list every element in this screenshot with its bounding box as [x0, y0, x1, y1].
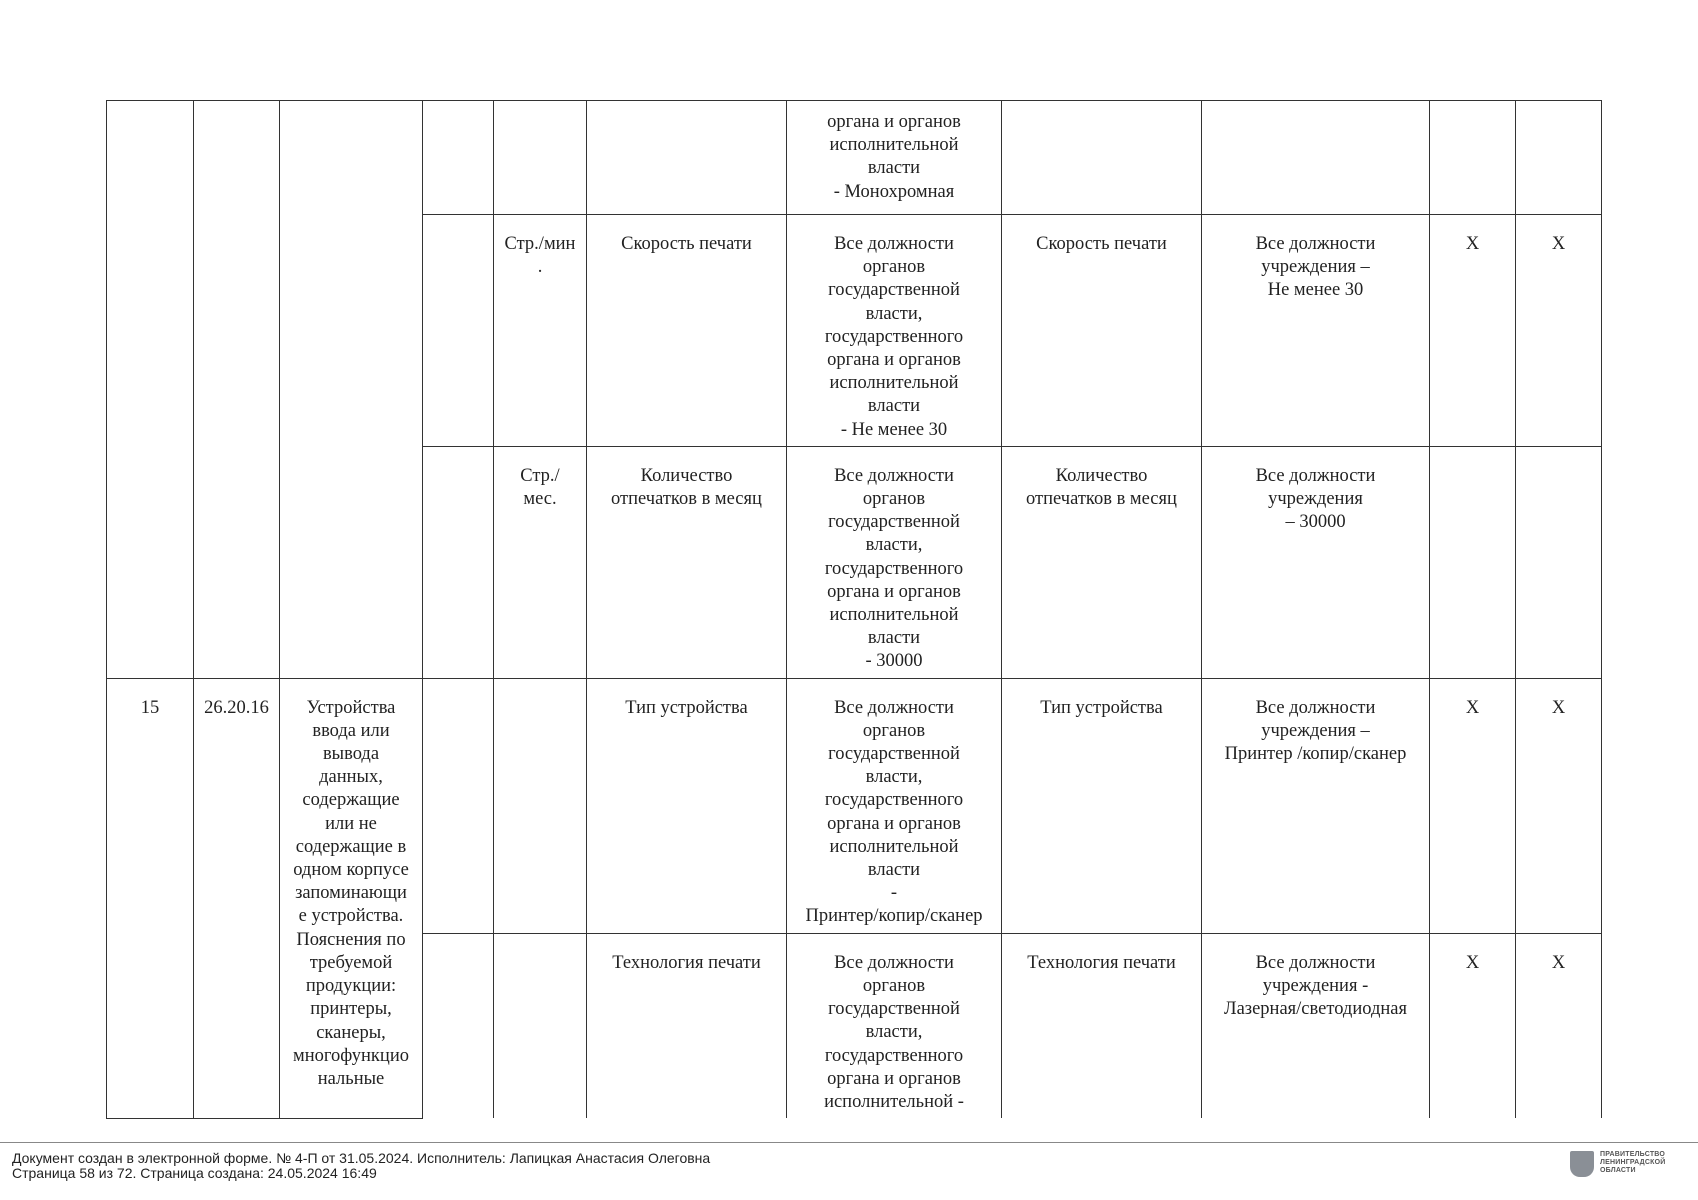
cell-characteristic-2: Скорость печати [1002, 215, 1202, 447]
cell-number-empty [107, 101, 194, 679]
cell-characteristic-2: Технология печати [1002, 933, 1202, 1118]
table-row-continuation [107, 101, 1602, 215]
cell-x1: Х [1430, 678, 1516, 933]
cell-inst-value: Все должности учреждения – Не менее 30 [1202, 215, 1430, 447]
cell-x2 [1516, 101, 1602, 215]
cell-characteristic-2: Тип устройства [1002, 678, 1202, 933]
cell-c1 [423, 215, 494, 447]
page-footer [0, 1142, 1698, 1181]
regulation-table [106, 100, 1602, 1119]
cell-c1 [423, 678, 494, 933]
cell-characteristic: Тип устройства [587, 678, 787, 933]
footer-page-info: Страница 58 из 72. Страница создана: 24.05.2024 16:49 [12, 1165, 377, 1181]
cell-x1 [1430, 101, 1516, 215]
cell-x1: Х [1430, 933, 1516, 1118]
cell-characteristic: Технология печати [587, 933, 787, 1118]
cell-c1 [423, 101, 494, 215]
footer-text [12, 1151, 710, 1181]
cell-unit [494, 678, 587, 933]
cell-x2: Х [1516, 933, 1602, 1118]
government-logo [1570, 1151, 1665, 1177]
cell-x2 [1516, 446, 1602, 678]
cell-characteristic: Скорость печати [587, 215, 787, 447]
cell-inst-value [1202, 101, 1430, 215]
coat-of-arms-icon [1570, 1151, 1594, 1177]
cell-code-empty [194, 101, 280, 679]
cell-unit [494, 101, 587, 215]
cell-x1: Х [1430, 215, 1516, 447]
cell-gov-value: Все должности органов государственной власти, государственного органа и органов исполнительной власти - Не менее 30 [787, 215, 1002, 447]
table-row-15-device-type [107, 678, 1602, 933]
cell-characteristic-2 [1002, 101, 1202, 215]
cell-c1 [423, 446, 494, 678]
footer-document-info: Документ создан в электронной форме. № 4-П от 31.05.2024. Исполнитель: Лапицкая Анастасия Олеговна [12, 1150, 711, 1166]
cell-gov-value: Все должности органов государственной власти, государственного органа и органов исполнительной власти - Принтер/копир/сканер [787, 678, 1002, 933]
cell-name-empty [280, 101, 423, 679]
cell-number: 15 [107, 678, 194, 1118]
cell-gov-value: Все должности органов государственной власти, государственного органа и органов исполнительной власти - 30000 [787, 446, 1002, 678]
cell-gov-value: органа и органов исполнительной власти - Монохромная [787, 101, 1002, 215]
cell-code: 26.20.16 [194, 678, 280, 1118]
cell-characteristic: Количество отпечатков в месяц [587, 446, 787, 678]
logo-text: ПРАВИТЕЛЬСТВО ЛЕНИНГРАДСКОЙ ОБЛАСТИ [1600, 1151, 1666, 1174]
cell-unit: Стр./ мес. [494, 446, 587, 678]
cell-x2: Х [1516, 678, 1602, 933]
cell-name: Устройства ввода или вывода данных, содержащие или не содержащие в одном корпусе запоминающи е устройства. Пояснения по требуемой продукции: принтеры, сканеры, многофункцио нальные [280, 678, 423, 1118]
cell-inst-value: Все должности учреждения – Принтер /копир/сканер [1202, 678, 1430, 933]
cell-c1 [423, 933, 494, 1118]
cell-inst-value: Все должности учреждения – 30000 [1202, 446, 1430, 678]
cell-unit [494, 933, 587, 1118]
cell-unit: Стр./мин . [494, 215, 587, 447]
cell-inst-value: Все должности учреждения - Лазерная/светодиодная [1202, 933, 1430, 1118]
cell-x1 [1430, 446, 1516, 678]
cell-characteristic-2: Количество отпечатков в месяц [1002, 446, 1202, 678]
cell-characteristic [587, 101, 787, 215]
cell-gov-value: Все должности органов государственной власти, государственного органа и органов исполнительной - [787, 933, 1002, 1118]
cell-x2: Х [1516, 215, 1602, 447]
